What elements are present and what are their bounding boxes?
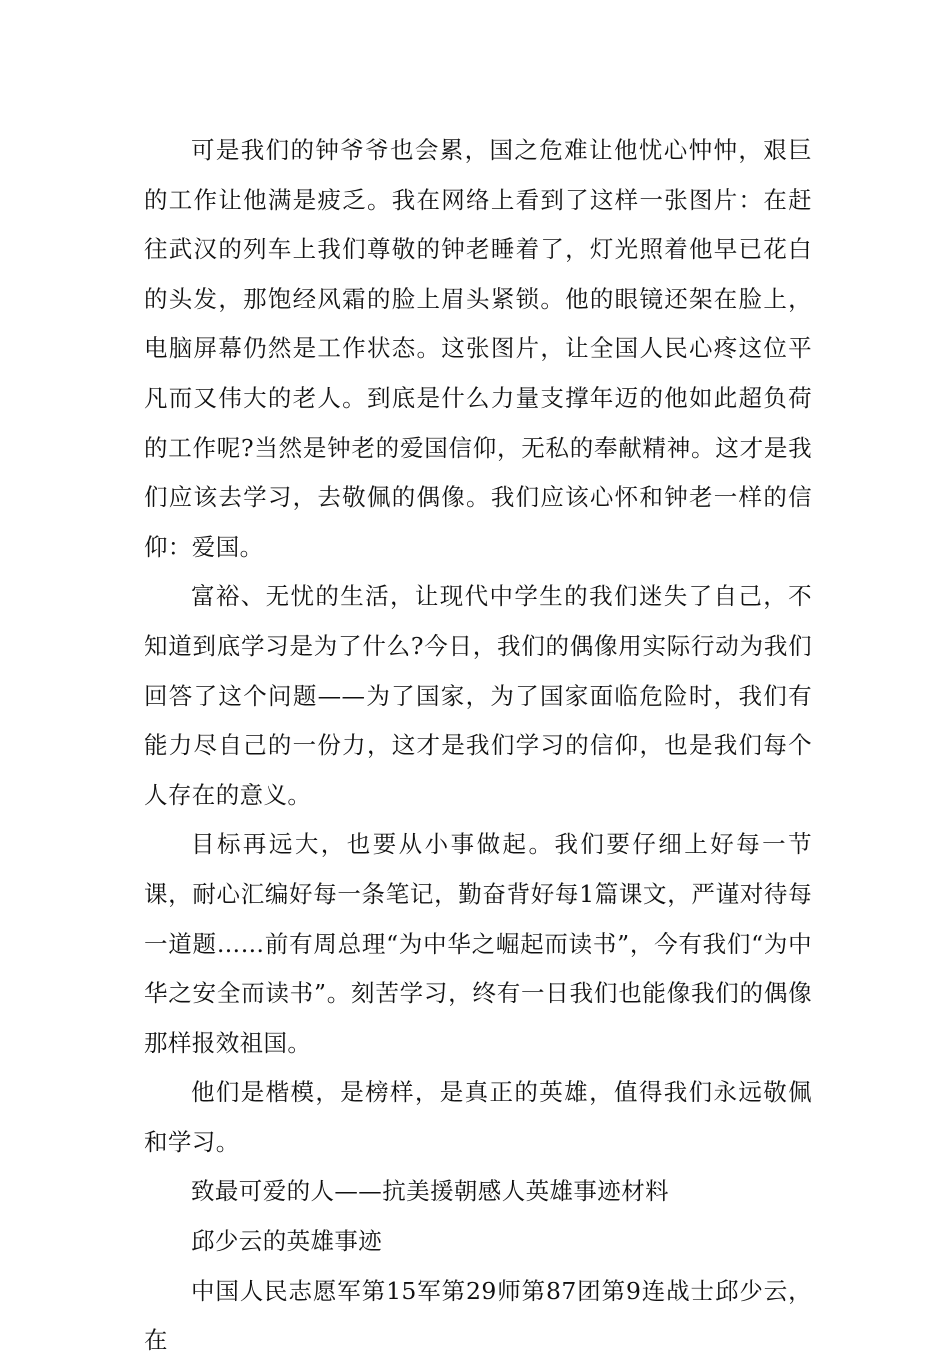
paragraph: 目标再远大，也要从小事做起。我们要仔细上好每一节课，耐心汇编好每一条笔记，勤奋背好每1篇课文，严谨对待每一道题……前有周总理“为中华之崛起而读书”，今有我们“为中华之安全而读书”。刻苦学习，终有一日我们也能像我们的偶像那样报效祖国。 xyxy=(144,830,812,1057)
paragraph: 富裕、无忧的生活，让现代中学生的我们迷失了自己，不知道到底学习是为了什么?今日，我们的偶像用实际行动为我们回答了这个问题——为了国家，为了国家面临危险时，我们有能力尽自己的一份力，这才是我们学习的信仰，也是我们每个人存在的意义。 xyxy=(144,582,812,809)
section-subtitle: 邱少云的英雄事迹 xyxy=(191,1227,383,1256)
paragraph: 他们是楷模，是榜样，是真正的英雄，值得我们永远敬佩和学习。 xyxy=(144,1078,812,1156)
document-body xyxy=(144,126,812,1366)
paragraph: 可是我们的钟爷爷也会累，国之危难让他忧心忡忡，艰巨的工作让他满是疲乏。我在网络上看到了这样一张图片：在赶往武汉的列车上我们尊敬的钟老睡着了，灯光照着他早已花白的头发，那饱经风霜的脸上眉头紧锁。他的眼镜还架在脸上，电脑屏幕仍然是工作状态。这张图片，让全国人民心疼这位平凡而又伟大的老人。到底是什么力量支撑年迈的他如此超负荷的工作呢?当然是钟老的爱国信仰，无私的奉献精神。这才是我们应该去学习，去敬佩的偶像。我们应该心怀和钟老一样的信仰：爱国。 xyxy=(144,136,812,561)
section-title: 致最可爱的人——抗美援朝感人英雄事迹材料 xyxy=(191,1177,669,1206)
paragraph: 中国人民志愿军第15军第29师第87团第9连战士邱少云，在 xyxy=(144,1276,812,1355)
